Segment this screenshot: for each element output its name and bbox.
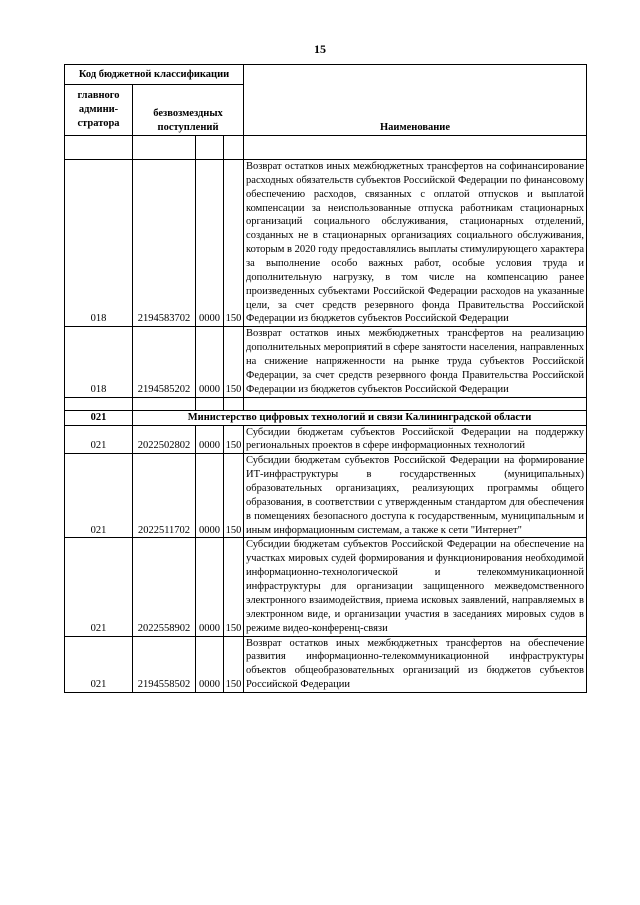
budget-classification-table (64, 64, 587, 693)
program-code: 0000 (196, 538, 224, 636)
admin-code: 021 (65, 454, 133, 538)
program-code: 0000 (196, 327, 224, 397)
row-name: Возврат остатков иных межбюджетных трансфертов на реализацию дополнительных мероприятий в сфере занятости населения, направленных на снижение напряженности на рынке труда субъектов Российской Федерации, за счет средств резервного фонда Правительства Российской Федерации из бюджетов субъектов Российской Федерации (244, 327, 587, 397)
page-number: 15 (314, 42, 326, 56)
kosgu-code: 150 (224, 160, 244, 327)
kosgu-code: 150 (224, 454, 244, 538)
kosgu-code: 150 (224, 425, 244, 454)
ministry-name: Министерство цифровых технологий и связи Калининградской области (133, 410, 587, 425)
revenue-code: 2194585202 (133, 327, 196, 397)
program-code: 0000 (196, 425, 224, 454)
header-name: Наименование (244, 65, 587, 136)
row-name: Субсидии бюджетам субъектов Российской Федерации на поддержку региональных проектов в сфере информационных технологий (244, 425, 587, 454)
table-row (65, 636, 587, 692)
table-header-row (65, 65, 587, 85)
table-row (65, 327, 587, 397)
revenue-code: 2022511702 (133, 454, 196, 538)
ministry-row (65, 410, 587, 425)
revenue-code: 2022558902 (133, 538, 196, 636)
header-revenue: безвозмездных поступлений (133, 85, 244, 136)
kosgu-code: 150 (224, 327, 244, 397)
row-name: Возврат остатков иных межбюджетных трансфертов на софинансирование расходных обязательств субъектов Российской Федерации по финансовому обеспечению расходов, связанных с оплатой отпусков и выплатой компенсации за неиспользованные отпуска работникам стационарных организаций социального обслуживания, стационарных отделений, созданных не в стационарных организациях социального обслуживания, которым в 2020 году предоставлялись выплаты стимулирующего характера за выполнение особо важных работ, особые условия труда и дополнительную нагрузку, в том числе на компенсацию ранее произведенных субъектами Российской Федерации расходов на указанные цели, за счет средств резервного фонда Правительства Российской Федерации из бюджетов субъектов Российской Федерации (244, 160, 587, 327)
table-row (65, 160, 587, 327)
table-row (65, 425, 587, 454)
spacer-row (65, 136, 587, 160)
program-code: 0000 (196, 636, 224, 692)
admin-code: 021 (65, 636, 133, 692)
row-name: Возврат остатков иных межбюджетных трансфертов на обеспечение развития информационно-телекоммуникационной инфраструктуры объектов общеобразовательных организаций из бюджетов субъектов Российской Федерации (244, 636, 587, 692)
row-name: Субсидии бюджетам субъектов Российской Федерации на формирование ИТ-инфраструктуры в государственных (муниципальных) образовательных организациях, реализующих программы общего образования, в соответствии с утвержденным стандартом для обеспечения в помещениях безопасного доступа к государственным, муниципальным и иным информационным системам, а также к сети "Интернет" (244, 454, 587, 538)
admin-code: 021 (65, 425, 133, 454)
ministry-admin-code: 021 (65, 410, 133, 425)
table-row (65, 538, 587, 636)
admin-code: 021 (65, 538, 133, 636)
program-code: 0000 (196, 160, 224, 327)
admin-code: 018 (65, 327, 133, 397)
row-name: Субсидии бюджетам субъектов Российской Федерации на обеспечение на участках мировых судей формирования и функционирования необходимой информационно-технологической и телекоммуникационной инфраструктуры для организации защищенного межведомственного электронного взаимодействия, приема исковых заявлений, направляемых в электронном виде, и организации участия в заседаниях мировых судов в режиме видео-конференц-связи (244, 538, 587, 636)
revenue-code: 2194583702 (133, 160, 196, 327)
admin-code: 018 (65, 160, 133, 327)
kosgu-code: 150 (224, 538, 244, 636)
header-code-group: Код бюджетной классификации (65, 65, 244, 85)
table-row (65, 454, 587, 538)
revenue-code: 2194558502 (133, 636, 196, 692)
revenue-code: 2022502802 (133, 425, 196, 454)
kosgu-code: 150 (224, 636, 244, 692)
header-admin: главного админи-стратора (65, 85, 133, 136)
spacer-row (65, 397, 587, 410)
program-code: 0000 (196, 454, 224, 538)
